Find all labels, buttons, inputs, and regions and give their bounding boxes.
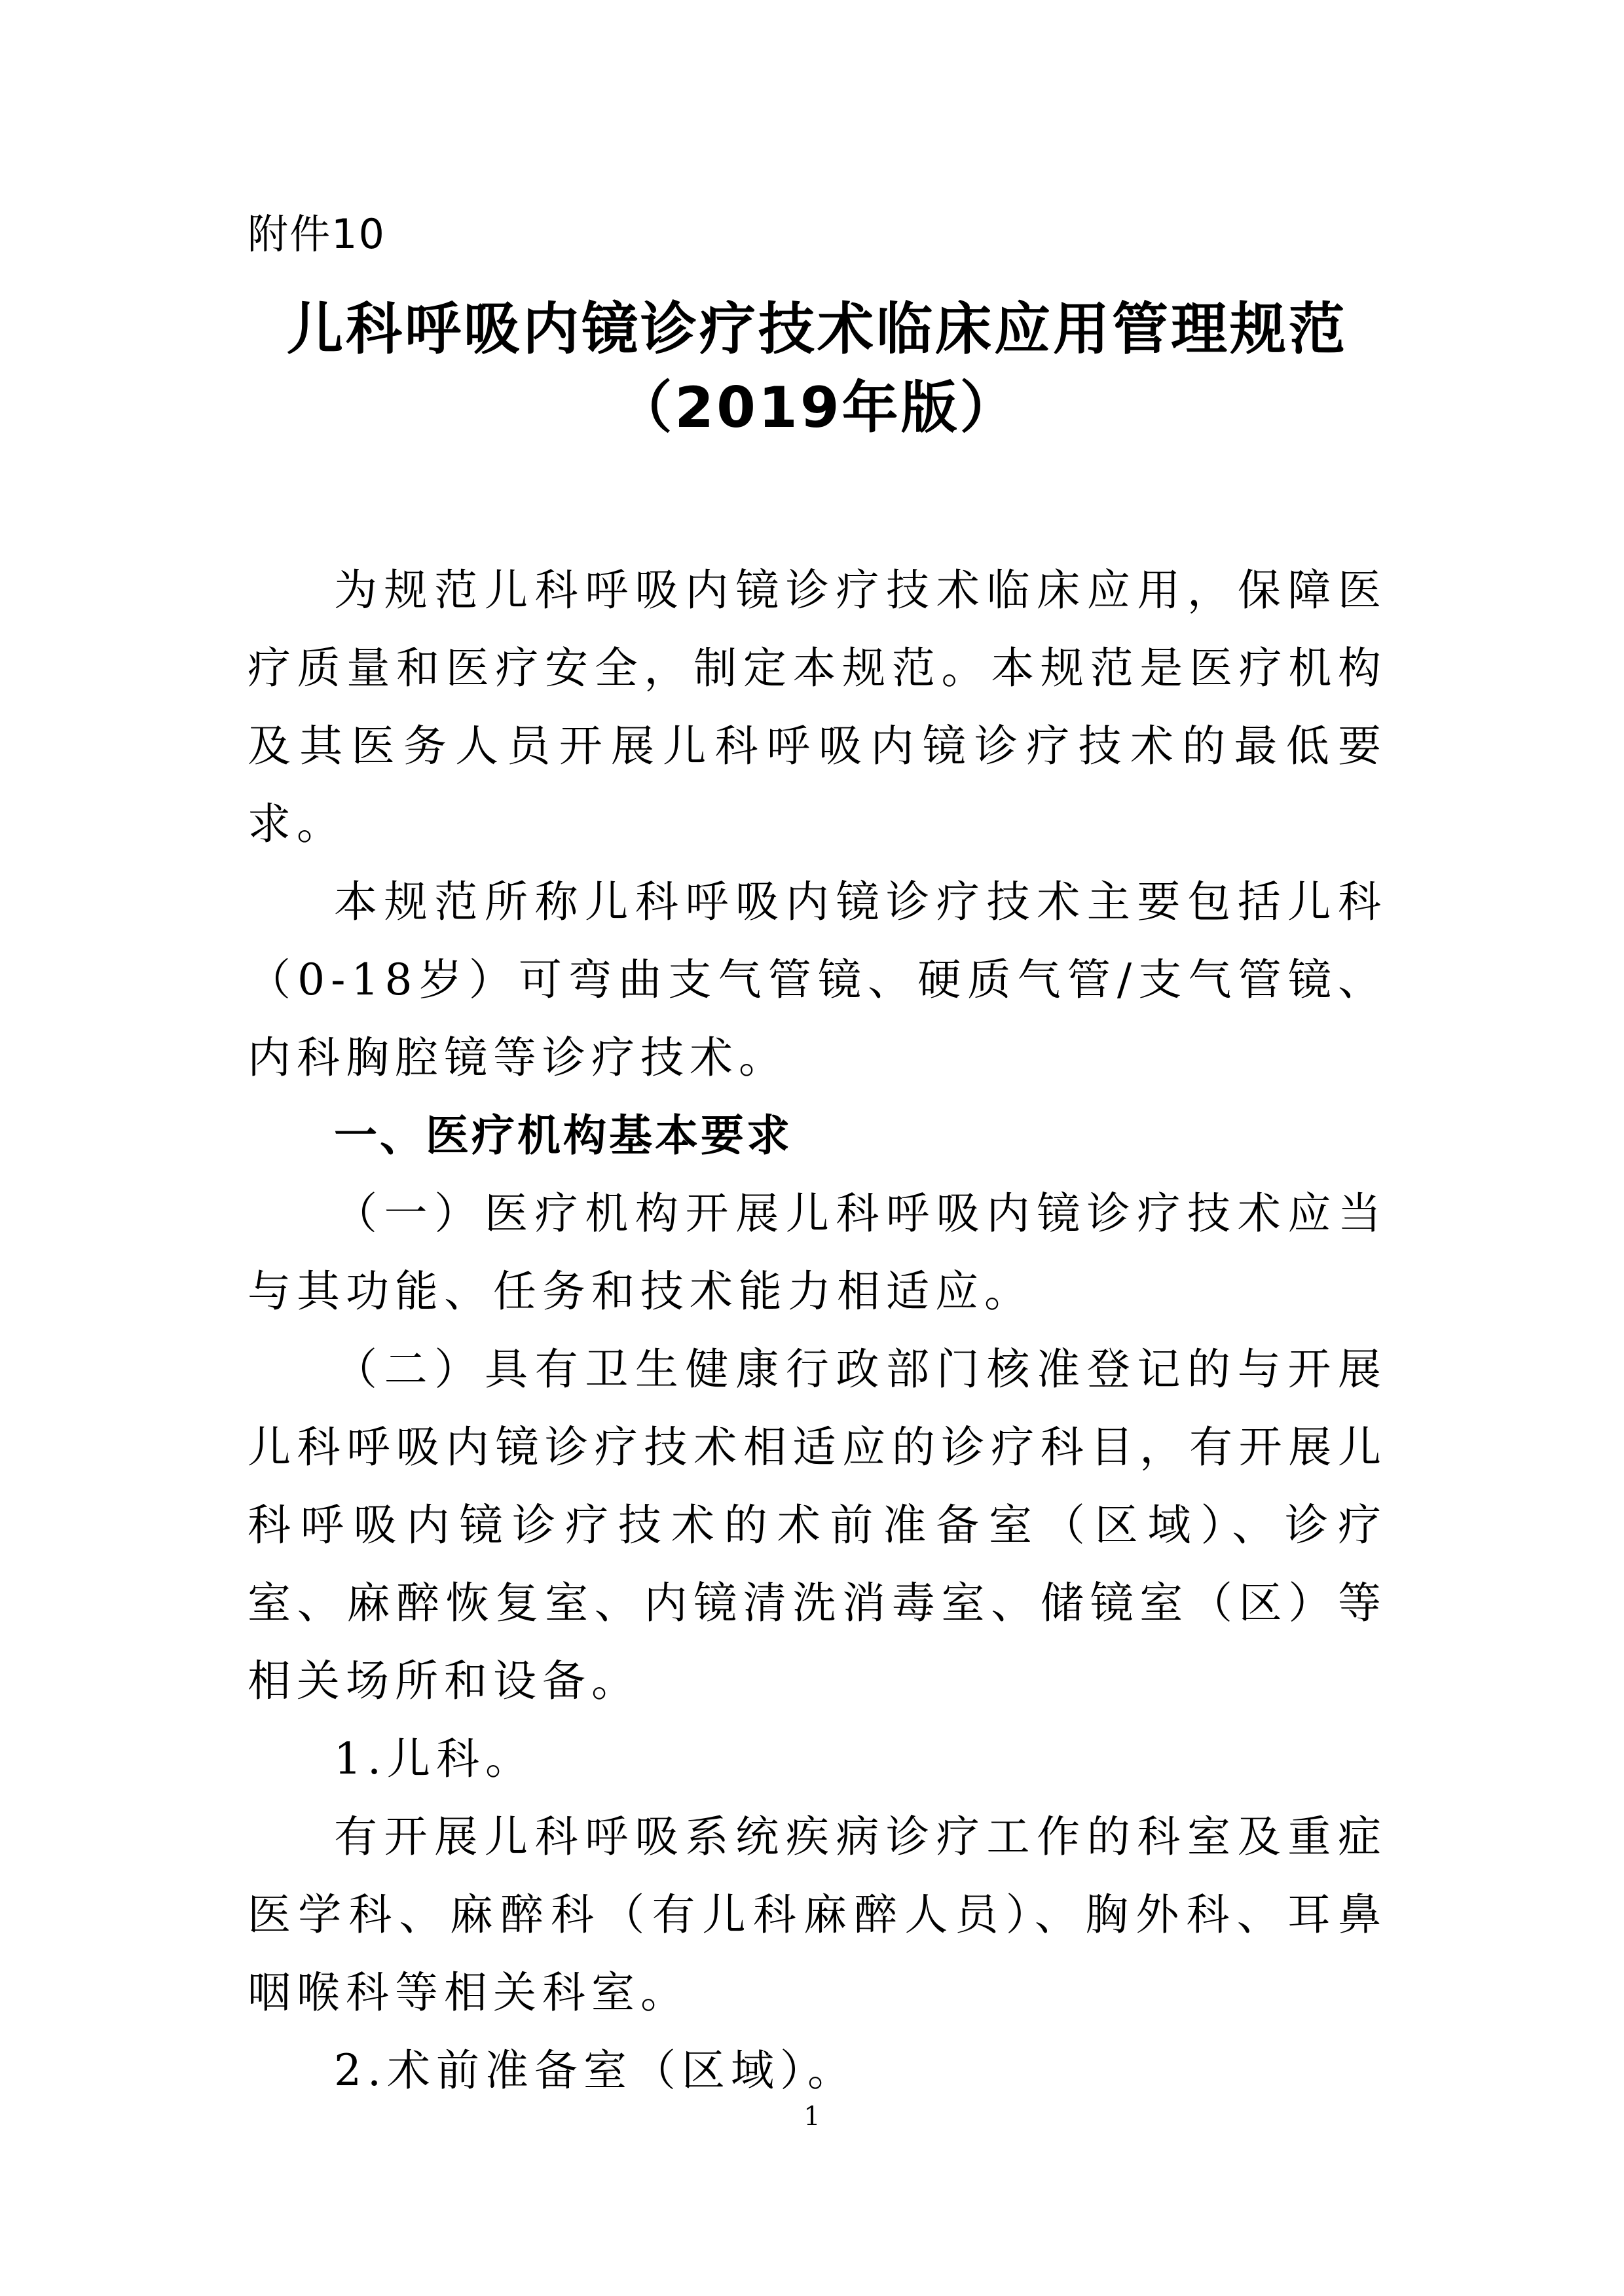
clause-paragraph: （一）医疗机构开展儿科呼吸内镜诊疗技术应当与其功能、任务和技术能力相适应。 — [248, 1188, 1387, 1317]
document-body — [248, 551, 1387, 2109]
subitem-paragraph: 1.儿科。 — [334, 1734, 534, 1784]
body-paragraph: 有开展儿科呼吸系统疾病诊疗工作的科室及重症医学科、麻醉科（有儿科麻醉人员）、胸外科、耳鼻咽喉科等相关科室。 — [248, 1812, 1387, 2018]
document-title: 儿科呼吸内镜诊疗技术临床应用管理规范 — [287, 297, 1348, 362]
scope-paragraph: 本规范所称儿科呼吸内镜诊疗技术主要包括儿科（0-18岁）可弯曲支气管镜、硬质气管/支气管镜、内科胸腔镜等诊疗技术。 — [248, 877, 1387, 1083]
clause-paragraph: （二）具有卫生健康行政部门核准登记的与开展儿科呼吸内镜诊疗技术相适应的诊疗科目，有开展儿科呼吸内镜诊疗技术的术前准备室（区域）、诊疗室、麻醉恢复室、内镜清洗消毒室、储镜室（区）等相关场所和设备。 — [248, 1344, 1387, 1706]
attachment-label: 附件10 — [248, 210, 386, 258]
page-number: 1 — [803, 2102, 821, 2132]
document-title-version: （2019年版） — [616, 375, 1019, 441]
section-heading: 一、医疗机构基本要求 — [334, 1110, 792, 1161]
subitem-paragraph: 2.术前准备室（区域）。 — [334, 2045, 857, 2096]
intro-paragraph: 为规范儿科呼吸内镜诊疗技术临床应用，保障医疗质量和医疗安全，制定本规范。本规范是医疗机构及其医务人员开展儿科呼吸内镜诊疗技术的最低要求。 — [248, 565, 1387, 849]
